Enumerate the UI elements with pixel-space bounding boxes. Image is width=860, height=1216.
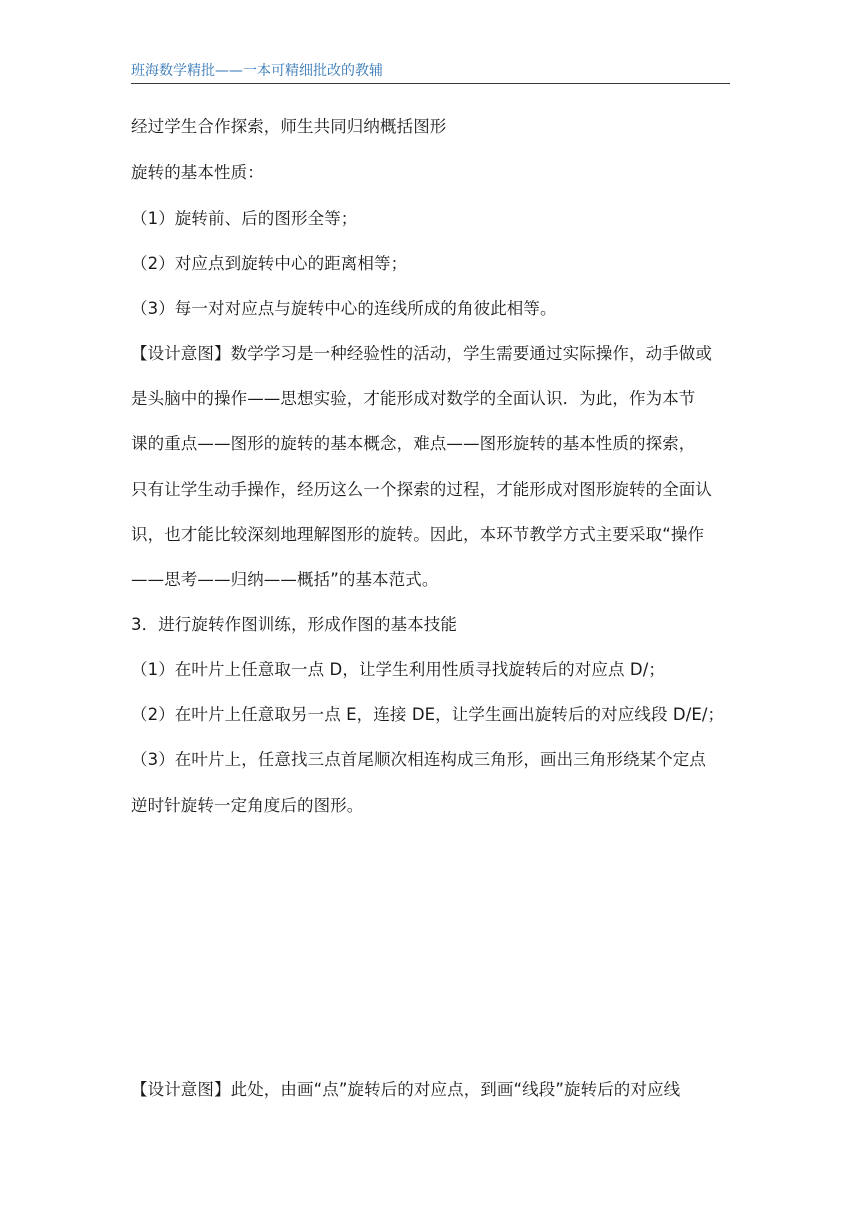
text-line: 识，也才能比较深刻地理解图形的旋转。因此，本环节教学方式主要采取“操作 — [131, 525, 705, 544]
text-line: （2）在叶片上任意取另一点 E，连接 DE，让学生画出旋转后的对应线段 D/E/； — [131, 705, 725, 724]
text-line: （3）在叶片上，任意找三点首尾顺次相连构成三角形，画出三角形绕某个定点 — [131, 750, 706, 769]
text-line: ——思考——归纳——概括”的基本范式。 — [131, 570, 439, 589]
text-line: （1）旋转前、后的图形全等； — [131, 209, 358, 228]
text-line: 是头脑中的操作——思想实验，才能形成对数学的全面认识．为此，作为本节 — [131, 389, 696, 408]
text-line: 经过学生合作探索，师生共同归纳概括图形 — [131, 117, 447, 136]
text-line: 课的重点——图形的旋转的基本概念，难点——图形旋转的基本性质的探索， — [131, 434, 696, 453]
text-line: 旋转的基本性质： — [131, 163, 264, 182]
header-title: 班海数学精批——一本可精细批改的教辅 — [131, 63, 383, 79]
text-line: （1）在叶片上任意取一点 D，让学生利用性质寻找旋转后的对应点 D/； — [131, 660, 665, 679]
text-line: 【设计意图】数学学习是一种经验性的活动，学生需要通过实际操作，动手做或 — [131, 344, 712, 363]
text-line: （3）每一对对应点与旋转中心的连线所成的角彼此相等。 — [131, 299, 557, 318]
section-heading: 3．进行旋转作图训练，形成作图的基本技能 — [131, 615, 457, 634]
text-line: 只有让学生动手操作，经历这么一个探索的过程，才能形成对图形旋转的全面认 — [131, 480, 712, 499]
text-line: 【设计意图】此处，由画“点”旋转后的对应点，到画“线段”旋转后的对应线 — [131, 1080, 681, 1099]
text-line: 逆时针旋转一定角度后的图形。 — [131, 796, 364, 815]
text-line: （2）对应点到旋转中心的距离相等； — [131, 254, 408, 273]
page-header — [131, 60, 730, 84]
